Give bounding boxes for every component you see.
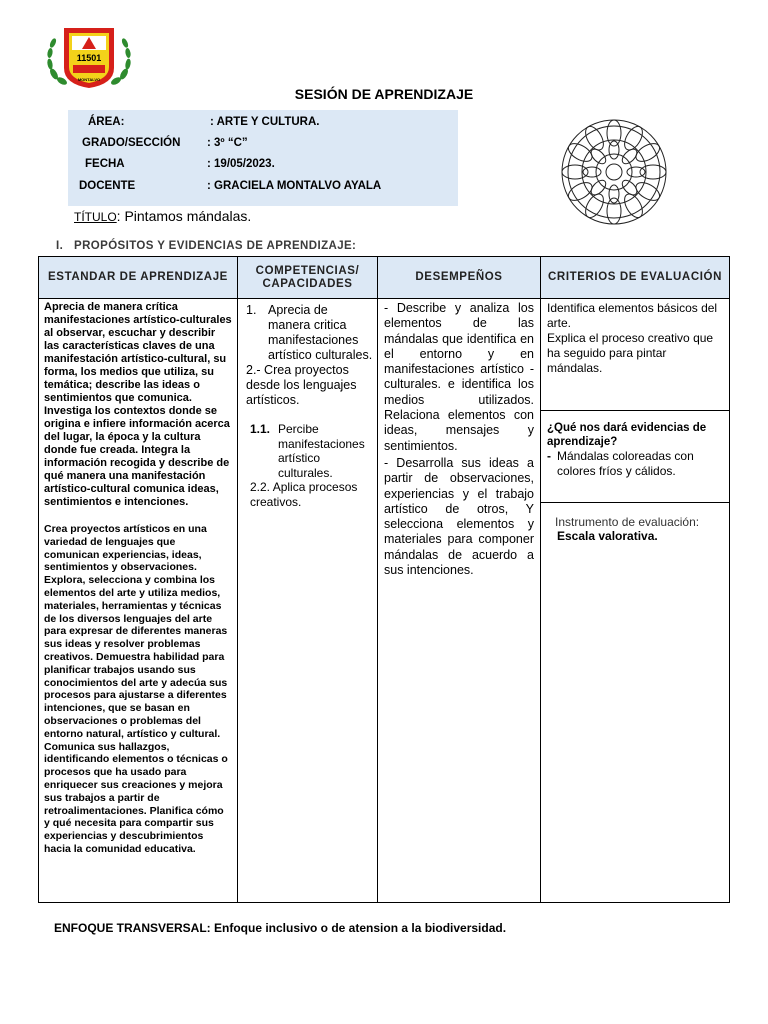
instrumento-label: Instrumento de evaluación:	[555, 515, 700, 529]
evidencias-block	[541, 411, 729, 503]
header-criterios: CRITERIOS DE EVALUACIÓN	[541, 257, 730, 299]
criterios-block	[541, 299, 729, 411]
school-logo	[44, 24, 134, 90]
capacidad-2: 2.2. Aplica procesos creativos.	[250, 480, 358, 509]
competencia-1-number: 1.	[246, 303, 257, 317]
grado-label: GRADO/SECCIÓN	[82, 137, 181, 149]
docente-label: DOCENTE	[79, 180, 136, 192]
session-title	[74, 208, 251, 224]
instrumento-block	[541, 503, 729, 543]
estandar-paragraph-1: Aprecia de manera crítica manifestaciones artístico-culturales al observar, escuchar y describir las características claves de una manifestación artístico-cultural, su forma, los medios que utiliza, su temática; describe las ideas o sentimientos que comunica. Investiga los contextos donde se origina e infiere información acerca del lugar, la época y la cultura donde fue creada. Integra la información recogida y describe de qué manera una manifestación artístico-cultural comunica ideas, sentimientos e intenciones.	[44, 301, 232, 508]
competencia-1-text: Aprecia de manera critica manifestaciones artístico culturales.	[268, 303, 373, 362]
header-desempenos: DESEMPEÑOS	[378, 257, 541, 299]
fecha-label: FECHA	[85, 158, 125, 170]
logo-name: MONTALVO	[77, 77, 101, 82]
capacidad-1-text: Percibe manifestaciones artístico culturales.	[278, 422, 365, 480]
capacidad-1	[242, 422, 373, 480]
evidencia-question: ¿Qué nos dará evidencias de aprendizaje?	[547, 422, 707, 448]
enfoque-transversal: ENFOQUE TRANSVERSAL: Enfoque inclusivo o de atension a la biodiversidad.	[54, 921, 507, 935]
estandar-paragraph-2: Crea proyectos artísticos en una variedad de lenguajes que comunican experiencias, ideas, sentimientos y observaciones. Explora, selecciona y combina los elementos del arte y utiliza medios, materiales, herramientas y técnicas de los diversos lenguajes del arte para expresar de diferentes maneras sus ideas y resolver problemas creativos. Demuestra habilidad para planificar trabajos usando sus conocimientos del arte y adecúa sus procesos para ajustarse a diferentes intenciones, que se basan en observaciones o problemas del entorno natural, artístico y cultural. Comunica sus hallazgos, identificando elementos o técnicas o procesos que ha usado para enriquecer sus creaciones y mejora sus trabajos a partir de retroalimentaciones. Planifica cómo y qué necesita para compartir sus experiencias y descubrimientos hacia la comunidad educativa.	[44, 523, 228, 855]
grado-value: : 3º “C”	[207, 137, 248, 149]
header-competencias: COMPETENCIAS/ CAPACIDADES	[238, 257, 378, 299]
titulo-label: TÍTULO	[74, 210, 117, 224]
area-label: ÁREA:	[88, 116, 125, 128]
desempeno-2: - Desarrolla sus ideas a partir de observaciones, experiencias y el trabajo artístico de otros, Y selecciona elementos y materiales para componer mándalas de acuerdo a sus intenciones.	[384, 455, 534, 578]
evidencia-bullet: -	[547, 449, 551, 463]
evidencia-answer	[547, 449, 723, 479]
instrumento-value: Escala valorativa.	[557, 529, 658, 543]
criterios-cell	[541, 299, 730, 903]
competencia-2	[242, 363, 373, 408]
section-title: PROPÓSITOS Y EVIDENCIAS DE APRENDIZAJE:	[74, 240, 357, 252]
evidencia-answer-text: Mándalas coloreadas con colores fríos y cálidos.	[557, 449, 694, 478]
desempeno-1: - Describe y analiza los elementos de las mándalas que identifica en el entorno y en manifestaciones artístico - culturales. e identifica los medios utilizados. Relaciona elementos con ideas, mensajes y sentimientos.	[384, 301, 534, 453]
competencia-1	[242, 303, 373, 363]
titulo-value: : Pintamos mándalas.	[116, 208, 252, 224]
header-estandar: ESTANDAR DE APRENDIZAJE	[39, 257, 238, 299]
fecha-value: : 19/05/2023.	[207, 158, 275, 170]
criterio-2: Explica el proceso creativo que ha seguido para pintar mándalas.	[547, 331, 714, 375]
page-title: SESIÓN DE APRENDIZAJE	[294, 86, 474, 102]
area-value: : ARTE Y CULTURA.	[210, 116, 320, 128]
estandar-cell	[39, 299, 238, 903]
competencia-2-text: 2.- Crea proyectos desde los lenguajes artísticos.	[246, 363, 357, 407]
competencias-cell	[238, 299, 378, 903]
capacidad-1-number: 1.1.	[250, 422, 271, 436]
criterio-1: Identifica elementos básicos del arte.	[547, 301, 718, 330]
learning-table	[38, 256, 730, 903]
logo-code: 11501	[76, 53, 102, 63]
mandala-image	[546, 116, 682, 226]
desempenos-cell	[378, 299, 541, 903]
info-box	[68, 110, 458, 206]
docente-value: : GRACIELA MONTALVO AYALA	[207, 180, 382, 192]
section-number: I.	[56, 240, 64, 252]
